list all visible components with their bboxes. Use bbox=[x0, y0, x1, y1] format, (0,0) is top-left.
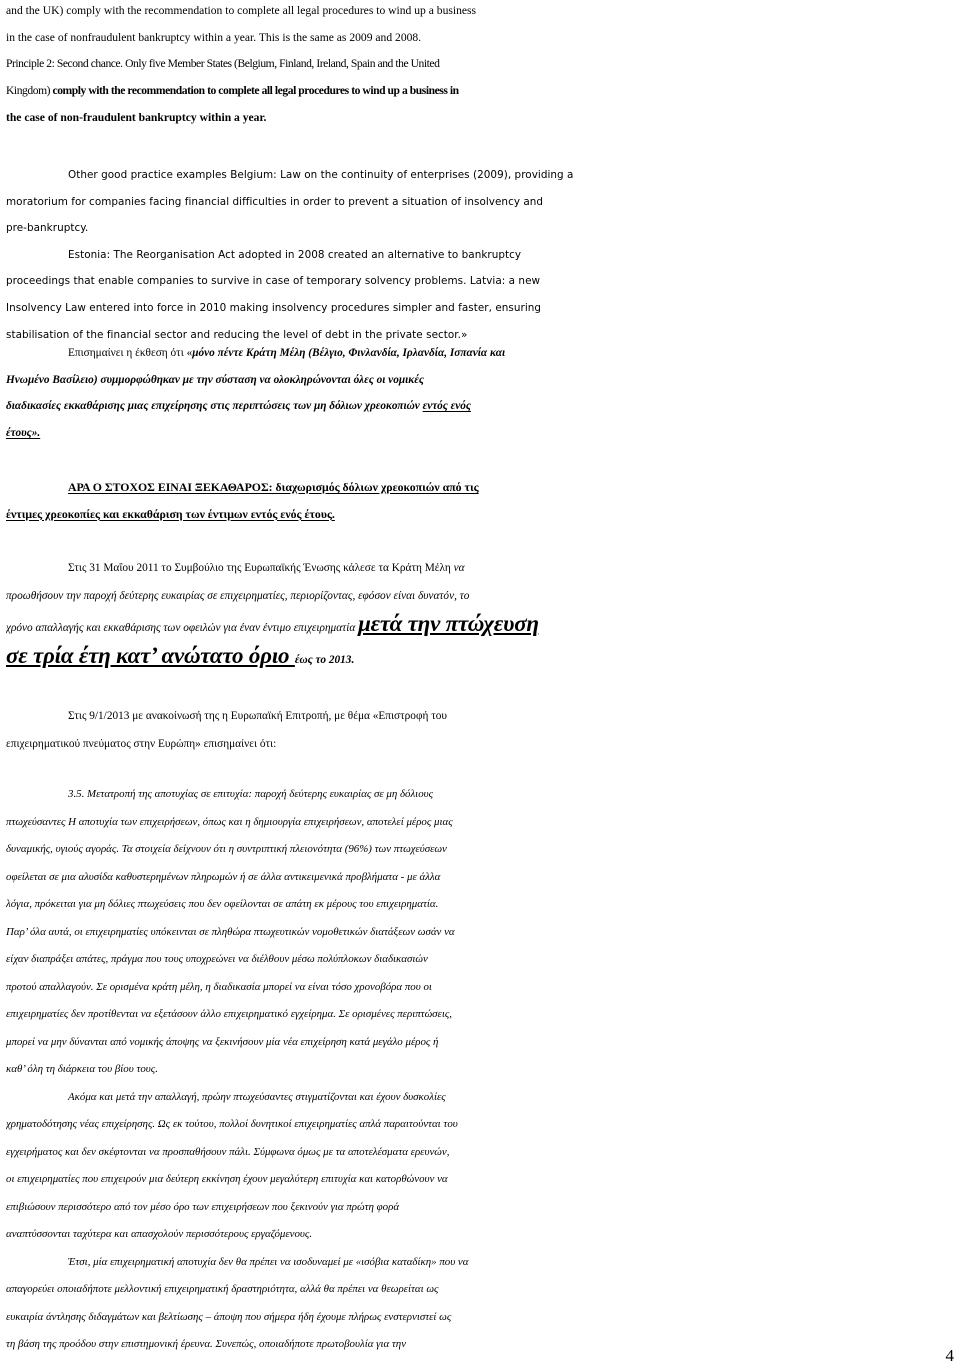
quote-line: λόγια, πρόκειται για μη δόλιες πτωχεύσεις που δεν οφείλονται σε απάτη εκ μέρους του επιχειρηματία. bbox=[6, 898, 439, 910]
report-line-2 bbox=[6, 367, 952, 394]
council-line-1-italic: να bbox=[453, 562, 465, 574]
quote-line: 3.5. Μετατροπή της αποτυχίας σε επιτυχία: παροχή δεύτερης ευκαιρίας σε μη δόλιους bbox=[68, 788, 434, 800]
quote-line: Ακόμα και μετά την απαλλαγή, πρώην πτωχεύσαντες στιγματίζονται και έχουν δυσκολίες bbox=[68, 1090, 446, 1103]
practice-line-4: Estonia: The Reorganisation Act adopted in 2008 created an alternative to bankruptcy bbox=[68, 248, 522, 261]
practice-line-6: Insolvency Law entered into force in 2010 making insolvency procedures simpler and faster, ensuring bbox=[6, 301, 542, 314]
council-line-4-emphasis: σε τρία έτη κατ’ ανώτατο όριο bbox=[6, 643, 295, 668]
intro-paragraph bbox=[6, 0, 952, 132]
quote-line: τη βάση της προόδου στην επιστημονική έρευνα. Συνεπώς, οποιαδήποτε πρωτοβουλία για την bbox=[6, 1338, 407, 1350]
council-line-3-italic: χρόνο απαλλαγής και εκκαθάρισης των οφειλών για έναν έντιμο επιχειρηματία bbox=[6, 622, 359, 634]
practice-line-7: stabilisation of the financial sector and reducing the level of debt in the private sector.» bbox=[6, 328, 468, 341]
intro-line-4-start: Kingdom) bbox=[6, 84, 53, 98]
commission-paragraph bbox=[6, 702, 952, 758]
goal-line-2 bbox=[6, 501, 952, 528]
quote-line: επιχειρηματίες δεν προτίθενται να εξετάσουν άλλο επιχειρηματικό εγχείρημα. Σε ορισμένες περιπτώσεις, bbox=[6, 1008, 453, 1020]
council-line-2-italic: προωθήσουν την παροχή δεύτερης ευκαιρίας σε επιχειρηματίες, περιορίζοντας, εφόσον είναι δυνατόν, το bbox=[6, 590, 470, 602]
report-line-1-start: Επισημαίνει η έκθεση ότι « bbox=[68, 347, 193, 359]
quote-block bbox=[6, 781, 952, 1359]
council-paragraph bbox=[6, 554, 952, 674]
quote-line: απαγορεύει οποιαδήποτε μελλοντική επιχειρηματική δραστηριότητα, αλλά θα πρέπει να θεωρείται ως bbox=[6, 1283, 439, 1295]
intro-line-5-bold: the case of non-fraudulent bankruptcy within a year. bbox=[6, 110, 267, 124]
report-line-3-underlined: εντός ενός bbox=[422, 400, 471, 413]
quote-line: οφείλεται σε μια αλυσίδα καθυστερημένων πληρωμών ή σε άλλα αντικειμενικά προβλήματα - με άλλα bbox=[6, 870, 441, 883]
commission-line-2: επιχειρηματικού πνεύματος στην Ευρώπη» επισημαίνει ότι: bbox=[6, 738, 277, 750]
goal-line-2-text: έντιμες χρεοκοπίες και εκκαθάριση των έντιμων εντός ενός έτους. bbox=[6, 506, 335, 521]
report-line-2-bold: Ηνωμένο Βασίλειο) συμμορφώθηκαν με την σύσταση να ολοκληρώνονται όλες οι νομικές bbox=[6, 373, 424, 386]
intro-line-1: and the UK) comply with the recommendation to complete all legal procedures to wind up a business bbox=[6, 4, 477, 17]
quote-line: προτού απαλλαγούν. Σε ορισμένα κράτη μέλη, η διαδικασία μπορεί να είναι τόσο χρονοβόρα που οι bbox=[6, 980, 432, 993]
council-line-4 bbox=[6, 642, 952, 674]
goal-line-1-rest: διαχωρισμός δόλιων χρεοκοπιών από τις bbox=[275, 480, 479, 494]
intro-line-4 bbox=[6, 78, 952, 105]
page-number: 4 bbox=[945, 1346, 954, 1365]
goal-line-1 bbox=[6, 474, 952, 501]
intro-line-4-bold: comply with the recommendation to complete all legal procedures to wind up a business in bbox=[52, 84, 459, 98]
intro-line-3-rest: Only five Member States (Belgium, Finland, Ireland, Spain and the United bbox=[125, 57, 440, 71]
practice-paragraph bbox=[6, 162, 952, 348]
council-line-2 bbox=[6, 582, 952, 610]
intro-line-2: in the case of nonfraudulent bankruptcy within a year. This is the same as 2009 and 2008. bbox=[6, 30, 422, 44]
report-line-4-underlined: έτους». bbox=[6, 426, 41, 439]
quote-line: αναπτύσσονται ταχύτερα και απασχολούν περισσότερους εργαζόμενους. bbox=[6, 1228, 313, 1240]
quote-line: Παρ’ όλα αυτά, οι επιχειρηματίες υπόκεινται σε πληθώρα πτωχευτικών νομοθετικών διατάξεων ωσάν να bbox=[6, 925, 455, 938]
quote-line: ευκαιρία άντλησης διδαγμάτων και βελτίωσης – άποψη που σήμερα ήδη έχουμε πλήρως ενστερνιστεί ως bbox=[6, 1310, 452, 1323]
council-line-3-emphasis: μετά την πτώχευση bbox=[358, 611, 539, 636]
practice-line-2: moratorium for companies facing financial difficulties in order to prevent a situation of insolvency and bbox=[6, 195, 544, 208]
goal-heading: ΑΡΑ Ο ΣΤΟΧΟΣ ΕΙΝΑΙ ΞΕΚΑΘΑΡΟΣ: bbox=[68, 480, 276, 494]
quote-line: δυναμικής, υγιούς αγοράς. Τα στοιχεία δείχνουν ότι η συντριπτική πλειονότητα (96%) των πτωχεύσεων bbox=[6, 843, 447, 855]
report-line-3 bbox=[6, 393, 952, 420]
quote-line: πτωχεύσαντες Η αποτυχία των επιχειρήσεων, όπως και η δημιουργία επιχειρήσεων, αποτελεί μέρος μιας bbox=[6, 815, 453, 828]
quote-line: εγχειρήματος και δεν σκέφτονται να προσπαθήσουν πάλι. Σύμφωνα όμως με τα αποτελέσματα ερευνών, bbox=[6, 1145, 450, 1158]
practice-line-1: Other good practice examples Belgium: Law on the continuity of enterprises (2009), providing a bbox=[68, 169, 574, 181]
intro-line-5 bbox=[6, 105, 952, 132]
report-line-1-bold: μόνο πέντε Κράτη Μέλη (Βέλγιο, Φινλανδία, Ιρλανδία, Ισπανία και bbox=[192, 347, 506, 359]
council-line-1 bbox=[6, 554, 952, 582]
quote-line: Έτσι, μία επιχειρηματική αποτυχία δεν θα πρέπει να ισοδυναμεί με «ισόβια καταδίκη» που να bbox=[68, 1255, 469, 1268]
council-line-1-start: Στις 31 Μαΐου 2011 το Συμβούλιο της Ευρωπαϊκής Ένωσης κάλεσε τα Κράτη Μέλη bbox=[68, 562, 454, 574]
quote-line: επιβιώσουν περισσότερο από τον μέσο όρο των επιχειρήσεων που ξεκινούν για πρώτη φορά bbox=[6, 1200, 400, 1213]
report-line-1 bbox=[6, 340, 952, 367]
intro-line-3 bbox=[6, 51, 952, 78]
council-line-4-bold: έως το 2013. bbox=[294, 654, 355, 666]
report-paragraph bbox=[6, 340, 952, 446]
council-line-3 bbox=[6, 610, 952, 642]
report-line-3-bold: διαδικασίες εκκαθάρισης μιας επιχείρησης στις περιπτώσεις των μη δόλιων χρεοκοπιών bbox=[6, 400, 423, 413]
practice-line-5: proceedings that enable companies to survive in case of temporary solvency problems. Latvia: a new bbox=[6, 275, 541, 288]
quote-line: μπορεί να μην δύνανται από νομικής άποψης να ξεκινήσουν μία νέα επιχείρηση κατά μεγάλο μέρος ή bbox=[6, 1035, 439, 1048]
principle-heading: Principle 2: Second chance. bbox=[6, 57, 126, 71]
quote-line: είχαν διαπράξει απάτες, πράγμα που τους υποχρεώνει να διέλθουν μέσω πολύπλοκων διαδικασιών bbox=[6, 953, 428, 965]
goal-statement bbox=[6, 474, 952, 527]
quote-line: καθ’ όλη τη διάρκεια του βίου τους. bbox=[6, 1063, 158, 1075]
practice-line-3: pre-bankruptcy. bbox=[6, 222, 89, 235]
report-line-4 bbox=[6, 420, 952, 447]
quote-line: χρηματοδότησης νέας επιχείρησης. Ως εκ τούτου, πολλοί δυνητικοί επιχειρηματίες απλά παραιτούνται του bbox=[6, 1118, 458, 1130]
quote-line: οι επιχειρηματίες που επιχειρούν μια δεύτερη εκκίνηση έχουν μεγαλύτερη επιτυχία και κατορθώνουν να bbox=[6, 1173, 448, 1185]
commission-line-1: Στις 9/1/2013 με ανακοίνωσή της η Ευρωπαϊκή Επιτροπή, με θέμα «Επιστροφή του bbox=[68, 710, 447, 722]
